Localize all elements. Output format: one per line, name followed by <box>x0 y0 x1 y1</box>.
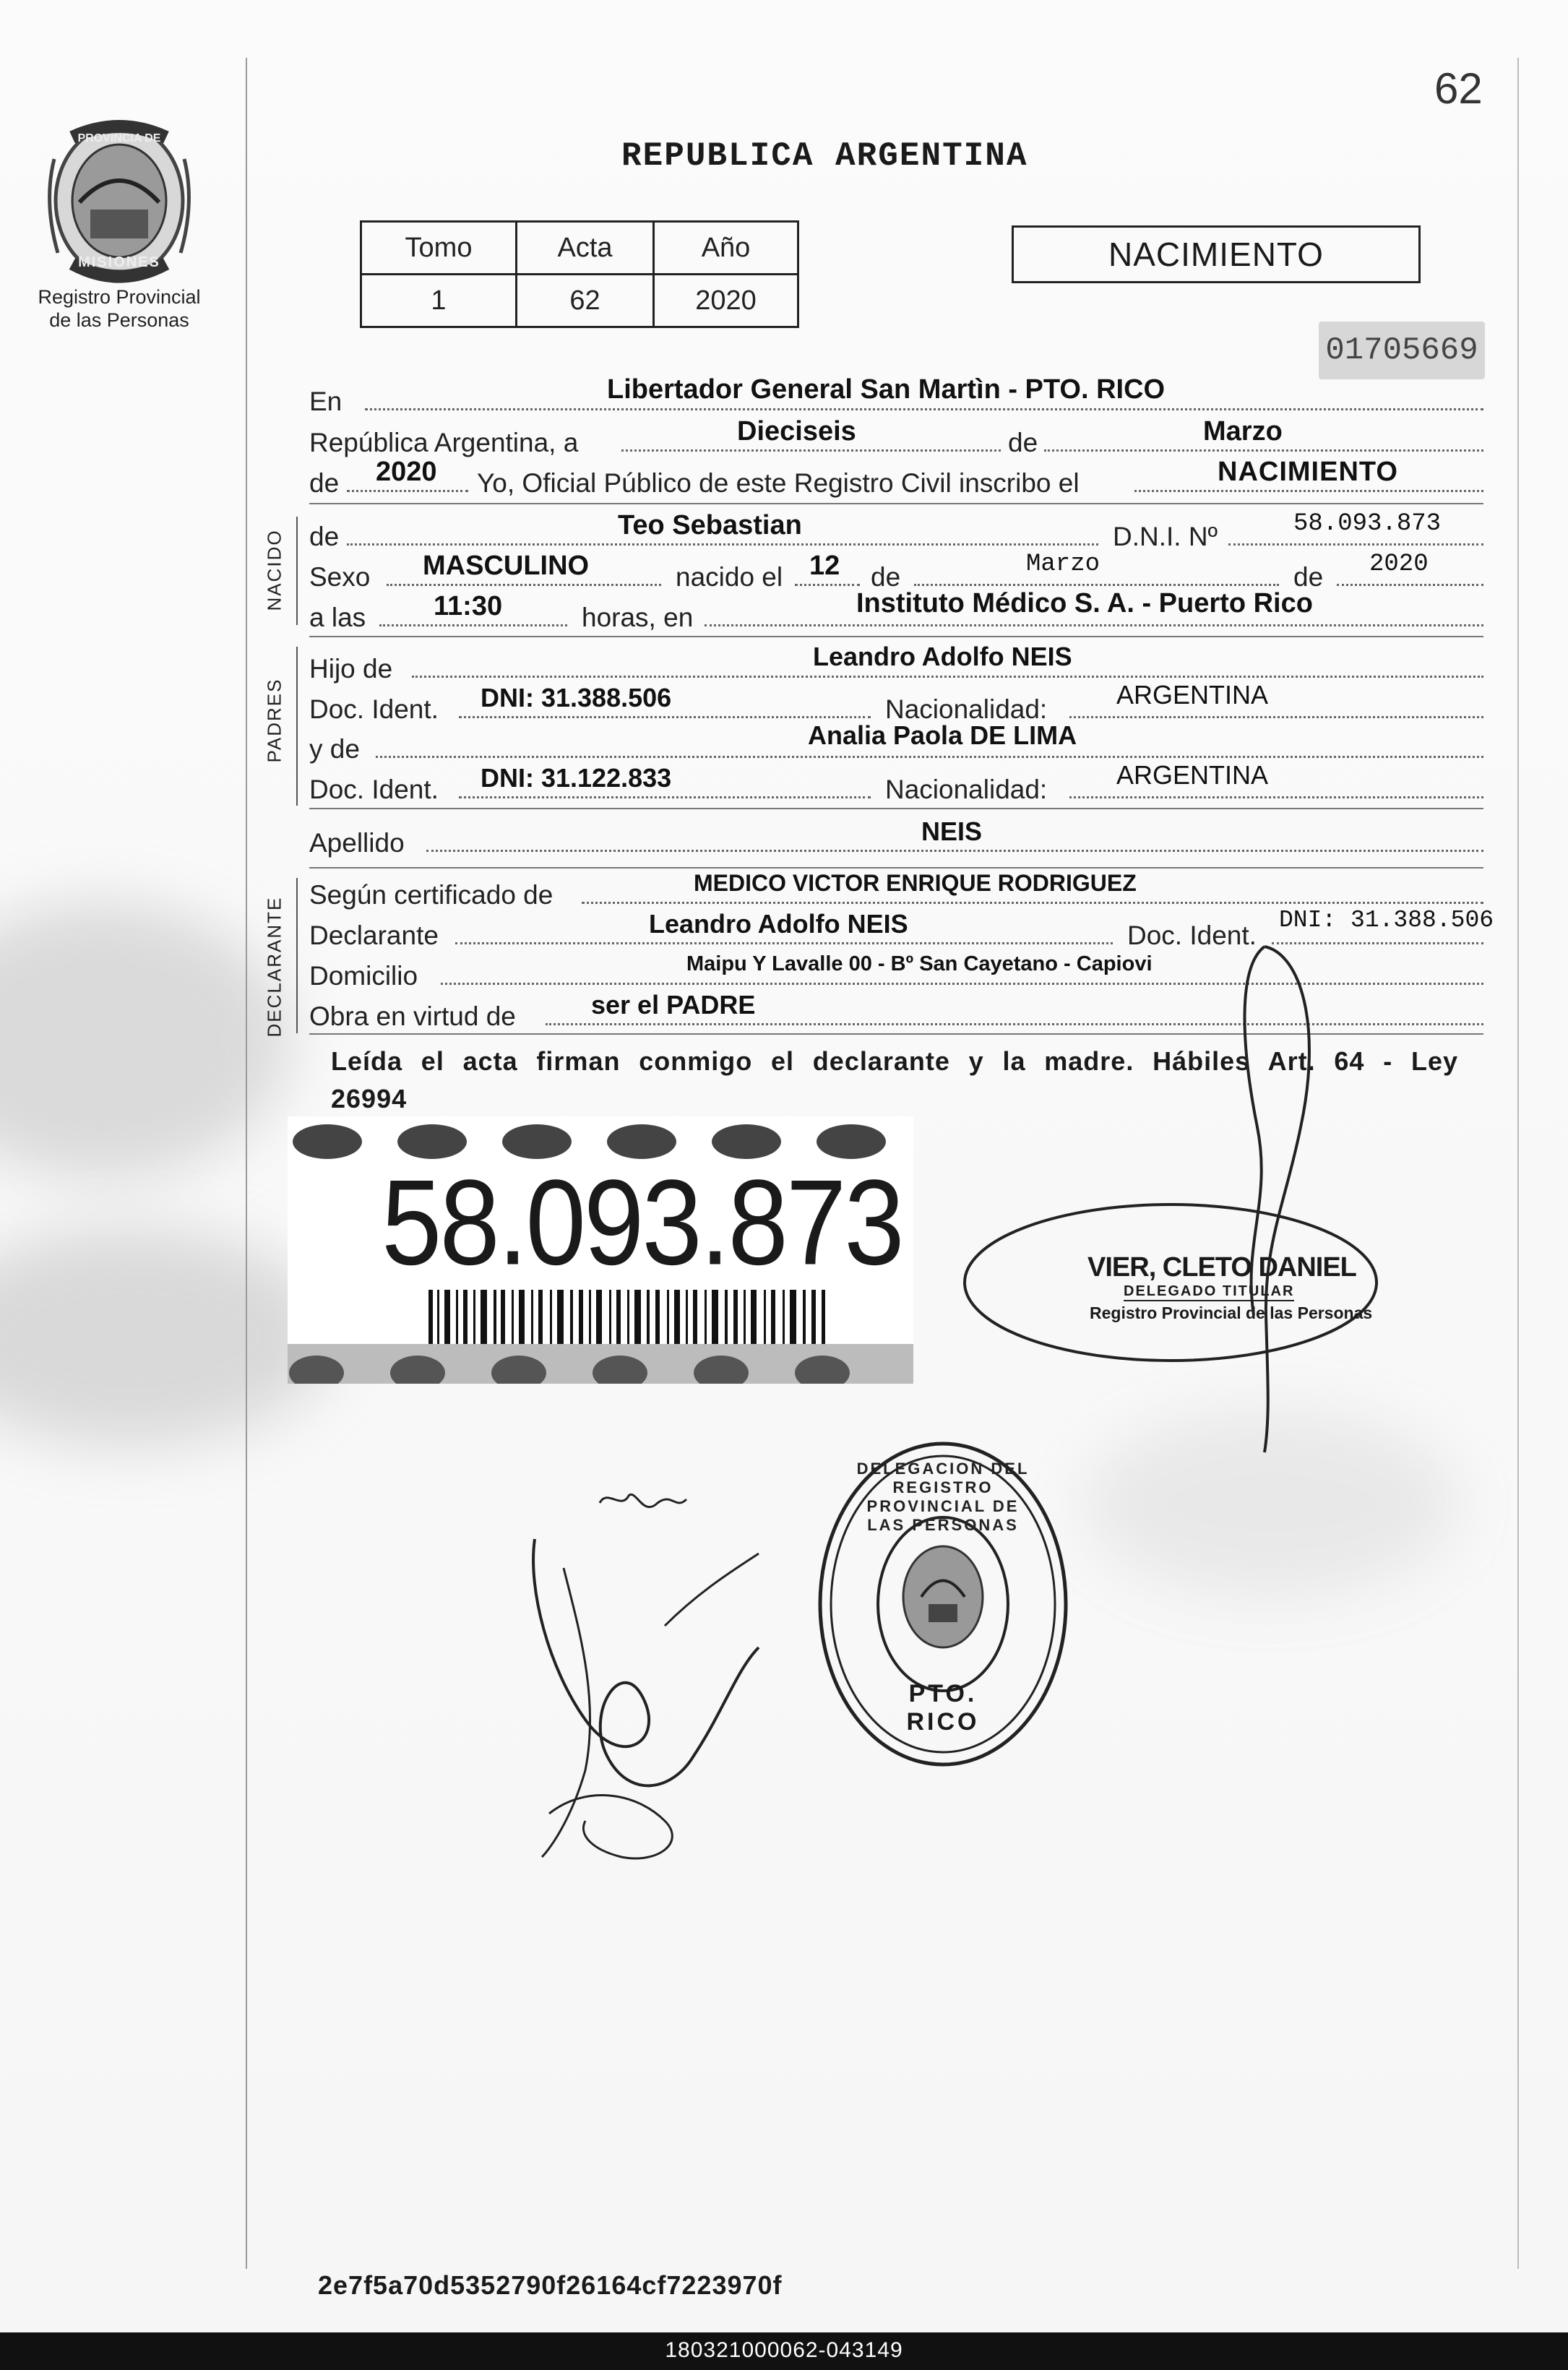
dotted-line <box>459 796 871 798</box>
de-label: de <box>1008 428 1038 457</box>
table-value-anio: 2020 <box>654 275 798 327</box>
dni-sticker <box>288 1116 913 1384</box>
officer-text: Yo, Oficial Público de este Registro Civil inscribo el <box>477 468 1080 498</box>
nacionalidad-label: Nacionalidad: <box>885 694 1048 724</box>
register-table <box>360 220 799 328</box>
en-label: En <box>309 387 343 416</box>
de-label-2: de <box>309 468 340 498</box>
closing-line1: Leída el acta firman conmigo el declarante y la madre. Hábiles Art. 64 - Ley <box>331 1046 1458 1076</box>
serial-stamp: 01705669 <box>1319 322 1485 379</box>
father-name: Leandro Adolfo NEIS <box>813 642 1072 671</box>
mother-name: Analia Paola DE LIMA <box>808 720 1077 750</box>
a-las-label: a las <box>309 603 366 632</box>
y-de-label: y de <box>309 734 360 764</box>
dotted-line <box>1044 449 1483 452</box>
doc-ident-label-2: Doc. Ident. <box>309 775 439 804</box>
side-label-nacido: NACIDO <box>263 529 285 611</box>
dotted-line <box>546 1023 1483 1025</box>
dotted-line <box>426 850 1483 852</box>
declarante-doc: DNI: 31.388.506 <box>1279 907 1494 934</box>
record-type-inline: NACIMIENTO <box>1218 457 1398 487</box>
day-words: Dieciseis <box>737 416 856 447</box>
country-title: REPUBLICA ARGENTINA <box>621 137 1028 175</box>
sexo-value: MASCULINO <box>423 551 590 581</box>
nacido-el-label: nacido el <box>676 562 783 592</box>
dotted-line <box>379 624 567 626</box>
dotted-line <box>582 902 1483 904</box>
domicilio-value: Maipu Y Lavalle 00 - Bº San Cayetano - Capiovi <box>686 952 1153 975</box>
right-margin-line <box>1517 58 1519 2269</box>
declarant-signature <box>520 1481 780 1879</box>
obra-value: ser el PADRE <box>591 990 756 1020</box>
birth-day: 12 <box>809 551 840 581</box>
de-label-birth: de <box>871 562 901 592</box>
father-nationality: ARGENTINA <box>1116 680 1269 710</box>
child-dni: 58.093.873 <box>1293 510 1442 538</box>
dotted-line <box>1134 490 1483 492</box>
dotted-line <box>347 490 468 492</box>
birth-time: 11:30 <box>434 591 503 621</box>
sexo-label: Sexo <box>309 562 371 592</box>
mother-nationality: ARGENTINA <box>1116 760 1269 790</box>
declarante-label: Declarante <box>309 921 439 950</box>
registry-place: Libertador General San Martìn - PTO. RICO <box>607 374 1166 405</box>
side-label-padres: PADRES <box>263 678 285 763</box>
dotted-line <box>914 584 1279 586</box>
birth-place: Instituto Médico S. A. - Puerto Rico <box>856 588 1313 619</box>
section-divider <box>309 808 1483 809</box>
section-bracket <box>296 647 298 806</box>
doc-ident-label: Doc. Ident. <box>309 694 439 724</box>
dotted-line <box>347 543 1098 546</box>
dotted-line <box>1069 716 1483 718</box>
republica-label: República Argentina, a <box>309 428 579 457</box>
table-value-tomo: 1 <box>361 275 517 327</box>
father-doc: DNI: 31.388.506 <box>481 683 672 712</box>
declarante-value: Leandro Adolfo NEIS <box>649 909 908 939</box>
dotted-line <box>1228 543 1483 546</box>
logo-caption-line2: de las Personas <box>49 309 189 331</box>
nacionalidad-label-2: Nacionalidad: <box>885 775 1048 804</box>
apellido-label: Apellido <box>309 828 405 858</box>
section-divider <box>309 503 1483 504</box>
stamp-official-role: DELEGADO TITULAR <box>1124 1283 1294 1301</box>
dotted-line <box>387 584 661 586</box>
birth-month: Marzo <box>1026 551 1100 578</box>
logo-text-bottom: MISIONES <box>78 254 160 270</box>
dotted-line <box>412 676 1483 678</box>
certificado-value: MEDICO VICTOR ENRIQUE RODRIGUEZ <box>694 870 1137 896</box>
mother-doc: DNI: 31.122.833 <box>481 763 672 793</box>
stamp-official-name: VIER, CLETO DANIEL <box>1087 1252 1356 1283</box>
official-signature <box>1214 939 1330 1460</box>
dotted-line <box>365 408 1483 410</box>
de-label-birth-2: de <box>1293 562 1324 592</box>
obra-label: Obra en virtud de <box>309 1001 516 1031</box>
dotted-line <box>1069 796 1483 798</box>
birth-year: 2020 <box>1369 551 1429 578</box>
section-divider <box>309 867 1483 869</box>
child-name: Teo Sebastian <box>618 510 802 540</box>
seal-inner-text: PTO. RICO <box>906 1680 980 1736</box>
dotted-line <box>621 449 1001 452</box>
sticker-barcode <box>428 1290 826 1348</box>
seal-ring-text: DELEGACION DEL REGISTRO PROVINCIAL DE LAS PERSONAS <box>856 1460 1030 1534</box>
table-header-anio: Año <box>654 222 798 275</box>
dotted-line <box>455 942 1113 944</box>
dni-label: D.N.I. Nº <box>1113 522 1218 551</box>
section-bracket <box>296 878 298 1033</box>
dotted-line <box>705 624 1483 626</box>
dotted-line <box>1337 584 1483 586</box>
left-margin-line <box>246 58 247 2269</box>
stamp-official-office: Registro Provincial de las Personas <box>1090 1304 1373 1322</box>
logo-caption <box>14 285 224 332</box>
certificado-label: Según certificado de <box>309 880 553 910</box>
dotted-line <box>376 756 1483 758</box>
dotted-line <box>795 584 860 586</box>
table-value-acta: 62 <box>517 275 654 327</box>
table-header-tomo: Tomo <box>361 222 517 275</box>
apellido-value: NEIS <box>921 816 983 846</box>
footer-barcode-caption: 180321000062-043149 <box>665 2338 903 2362</box>
sticker-dni-number: 58.093.873 <box>382 1154 903 1290</box>
domicilio-label: Domicilio <box>309 961 418 991</box>
logo-text-top: PROVINCIA DE <box>77 132 161 145</box>
horas-label: horas, en <box>582 603 694 632</box>
hijo-de-label: Hijo de <box>309 654 393 684</box>
month: Marzo <box>1203 416 1283 447</box>
section-divider <box>309 636 1483 637</box>
declarante-doc-label: Doc. Ident. <box>1127 921 1257 950</box>
closing-line2: 26994 <box>331 1084 408 1113</box>
sticker-bottom-row <box>288 1344 913 1384</box>
section-bracket <box>296 517 298 625</box>
logo-caption-line1: Registro Provincial <box>38 286 201 308</box>
table-header-acta: Acta <box>517 222 654 275</box>
record-type-box: NACIMIENTO <box>1012 225 1421 283</box>
year: 2020 <box>376 457 437 487</box>
nacido-de-label: de <box>309 522 340 551</box>
side-label-declarante: DECLARANTE <box>263 896 285 1038</box>
page-number: 62 <box>1434 64 1483 113</box>
document-hash: 2e7f5a70d5352790f26164cf7223970f <box>318 2270 783 2300</box>
dotted-line <box>459 716 871 718</box>
